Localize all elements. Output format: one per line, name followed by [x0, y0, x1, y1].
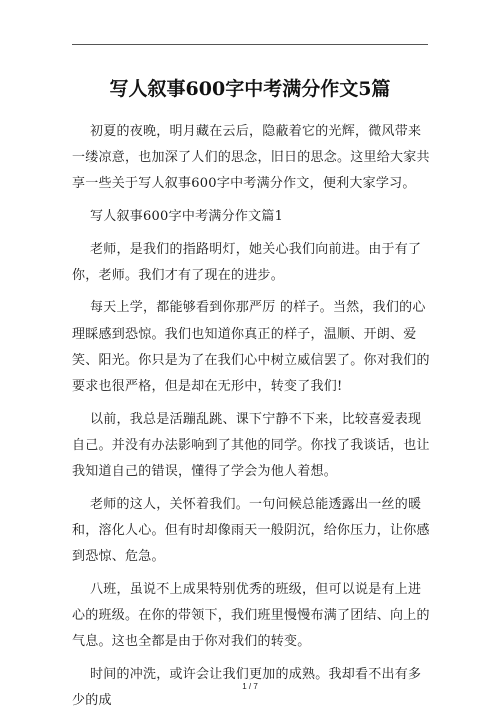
document-title: 写人叙事600字中考满分作文5篇 [109, 78, 391, 100]
body-paragraph: 每天上学，都能够看到你那严厉 的样子。当然，我们的心理睬感到恐惊。我们也知道你真正的样子，温顺、开朗、爱笑、阳光。你只是为了在我们心中树立威信罢了。你对我们的要求也很严格，但是却在无形中，转变了我们! [72, 300, 430, 394]
body-paragraph: 时间的冲洗，或许会让我们更加的成熟。我却看不出有多少的成 [72, 666, 422, 708]
header-rule [72, 44, 428, 45]
body-paragraph: 以前，我总是活蹦乱跳、课下宁静不下来，比较喜爱表现自己。并没有办法影响到了其他的同学。你找了我谈话，也让我知道自己的错误，懂得了学会为他人着想。 [72, 411, 430, 479]
body-paragraph: 老师的这人，关怀着我们。一句问候总能透露出一丝的暖和，溶化人心。但有时却像雨天一般阴沉，给你压力，让你感到恐惊、危急。 [72, 496, 430, 564]
essay-heading: 写人叙事600字中考满分作文篇1 [90, 209, 284, 224]
body-paragraph: 八班，虽说不上成果特别优秀的班级，但可以说是有上进心的班级。在你的带领下，我们班里慢慢布满了团结、向上的气息。这也全都是由于你对我们的转变。 [72, 581, 430, 649]
document-body [72, 119, 430, 720]
intro-paragraph: 初夏的夜晚，明月藏在云后，隐蔽着它的光辉，微风带来一缕凉意，也加深了人们的思念，旧日的思念。这里给大家共享一些关于写人叙事600字中考满分作文，便利大家学习。 [72, 124, 430, 192]
page-number: 1 / 7 [242, 682, 258, 691]
body-paragraph: 老师，是我们的指路明灯，她关心我们向前进。由于有了你，老师。我们才有了现在的进步。 [72, 241, 422, 283]
